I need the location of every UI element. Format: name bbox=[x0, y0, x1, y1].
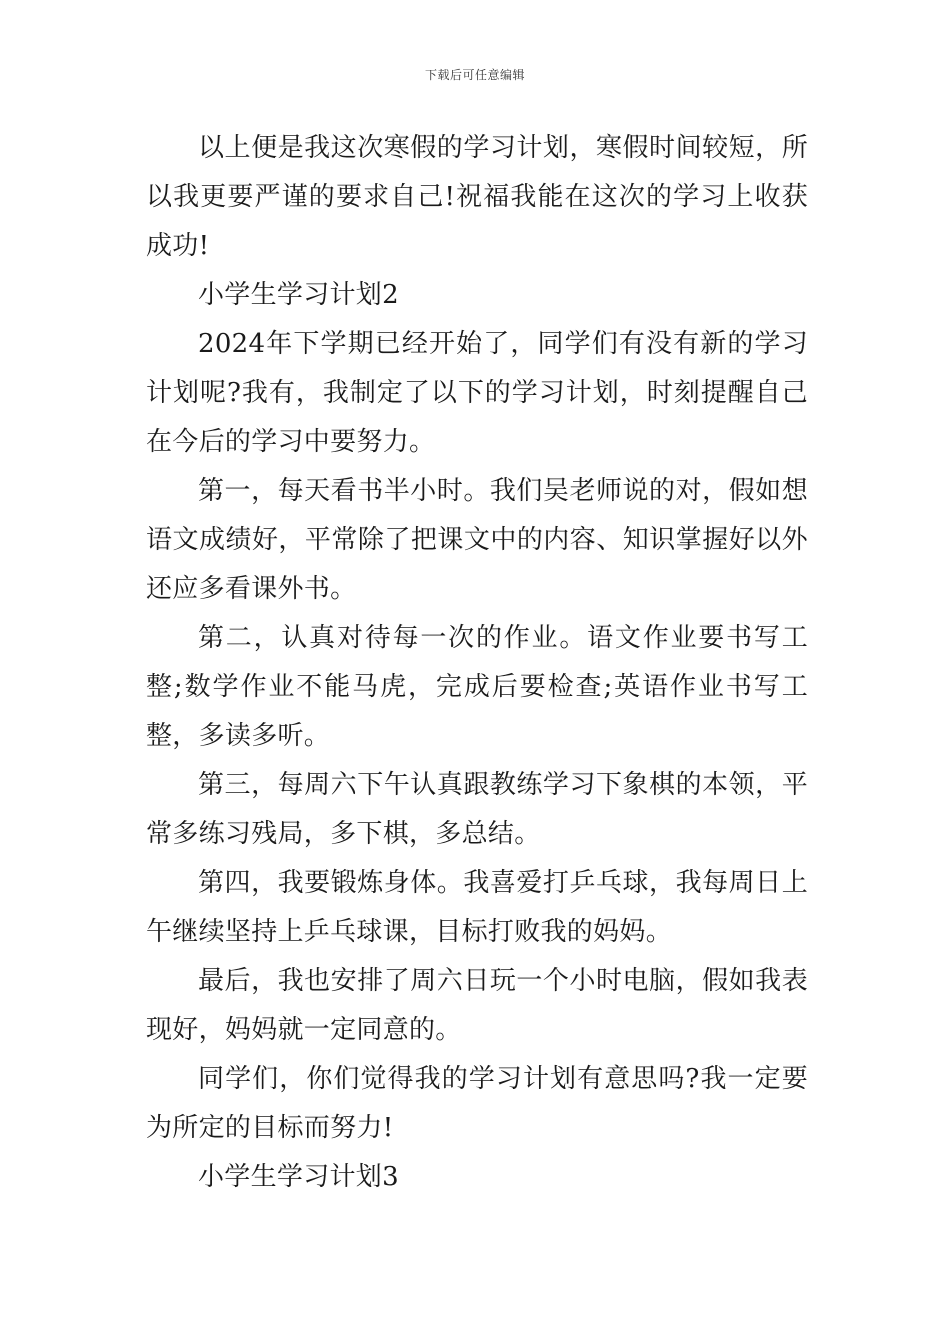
paragraph-conclusion: 同学们，你们觉得我的学习计划有意思吗?我一定要为所定的目标而努力! bbox=[146, 1064, 808, 1143]
paragraph-final: 最后，我也安排了周六日玩一个小时电脑，假如我表现好，妈妈就一定同意的。 bbox=[146, 966, 808, 1045]
paragraph-point-2: 第二，认真对待每一次的作业。语文作业要书写工整;数学作业不能马虎，完成后要检查;英语作业书写工整，多读多听。 bbox=[146, 623, 808, 751]
section-heading-plan-2: 小学生学习计划2 bbox=[198, 280, 399, 310]
paragraph-intro: 2024年下学期已经开始了，同学们有没有新的学习计划呢?我有，我制定了以下的学习计划，时刻提醒自己在今后的学习中要努力。 bbox=[146, 329, 808, 457]
paragraph-point-1: 第一，每天看书半小时。我们吴老师说的对，假如想语文成绩好，平常除了把课文中的内容、知识掌握好以外还应多看课外书。 bbox=[146, 476, 808, 604]
paragraph-point-3: 第三，每周六下午认真跟教练学习下象棋的本领，平常多练习残局，多下棋，多总结。 bbox=[146, 770, 808, 849]
paragraph-closing-winter-plan: 以上便是我这次寒假的学习计划，寒假时间较短，所以我更要严谨的要求自己!祝福我能在这次的学习上收获成功! bbox=[146, 133, 808, 261]
section-heading-plan-3: 小学生学习计划3 bbox=[198, 1162, 399, 1192]
document-body bbox=[146, 124, 808, 1202]
page-header-note: 下载后可任意编辑 bbox=[424, 68, 525, 82]
paragraph-point-4: 第四，我要锻炼身体。我喜爱打乒乓球，我每周日上午继续坚持上乒乓球课，目标打败我的妈妈。 bbox=[146, 868, 808, 947]
